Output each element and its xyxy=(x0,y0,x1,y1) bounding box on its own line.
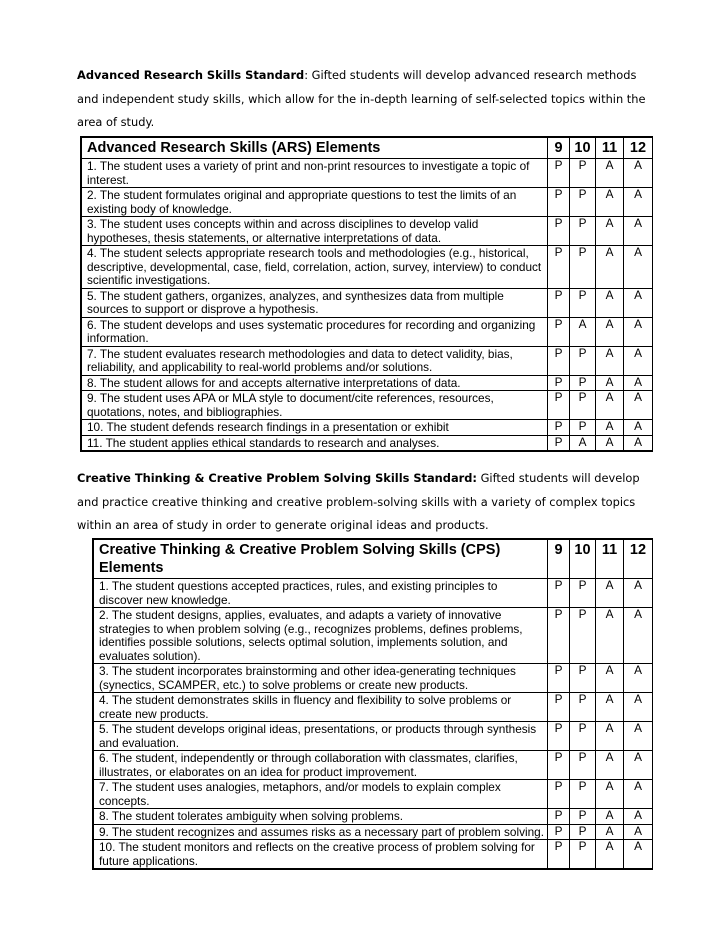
grade-10-level: P xyxy=(570,751,596,780)
grade-9-level: P xyxy=(548,159,570,188)
grade-12-level: A xyxy=(624,809,653,825)
grade-10-level: P xyxy=(570,346,596,375)
element-description: 8. The student allows for and accepts alternative interpretations of data. xyxy=(82,375,548,391)
table-header-row xyxy=(82,138,653,159)
grade-9-level: P xyxy=(548,608,570,664)
cps-elements-table xyxy=(92,538,653,870)
grade-11-level: A xyxy=(596,217,624,246)
element-description: 5. The student develops original ideas, presentations, or products through synthesis and evaluation. xyxy=(94,722,548,751)
table-row xyxy=(94,809,653,825)
grade-10-level: P xyxy=(570,217,596,246)
grade-10-header: 10 xyxy=(570,138,596,159)
grade-9-level: P xyxy=(548,375,570,391)
grade-10-level: P xyxy=(570,664,596,693)
grade-12-level: A xyxy=(624,579,653,608)
table-row xyxy=(82,375,653,391)
grade-12-level: A xyxy=(624,780,653,809)
grade-11-level: A xyxy=(596,288,624,317)
grade-12-level: A xyxy=(624,346,653,375)
grade-12-level: A xyxy=(624,420,653,436)
grade-11-level: A xyxy=(596,188,624,217)
grade-10-header: 10 xyxy=(570,540,596,579)
grade-10-level: P xyxy=(570,188,596,217)
grade-11-header: 11 xyxy=(596,540,624,579)
grade-9-level: P xyxy=(548,840,570,869)
table-row xyxy=(82,217,653,246)
table-row xyxy=(94,664,653,693)
element-description: 1. The student uses a variety of print and non-print resources to investigate a topic of interest. xyxy=(82,159,548,188)
element-description: 4. The student selects appropriate research tools and methodologies (e.g., historical, descriptive, developmental, case, field, correlation, action, survey, interview) to conduct scientific investigations. xyxy=(82,246,548,289)
grade-11-level: A xyxy=(596,608,624,664)
element-description: 7. The student uses analogies, metaphors, and/or models to explain complex concepts. xyxy=(94,780,548,809)
table-row xyxy=(82,346,653,375)
element-description: 10. The student monitors and reflects on the creative process of problem solving for future applications. xyxy=(94,840,548,869)
grade-12-level: A xyxy=(624,693,653,722)
grade-12-level: A xyxy=(624,722,653,751)
table-row xyxy=(94,751,653,780)
ars-standard-paragraph xyxy=(77,64,659,135)
grade-12-level: A xyxy=(624,435,653,451)
table-row xyxy=(94,722,653,751)
grade-11-level: A xyxy=(596,375,624,391)
grade-11-level: A xyxy=(596,809,624,825)
grade-10-level: P xyxy=(570,579,596,608)
grade-10-level: P xyxy=(570,375,596,391)
grade-10-level: A xyxy=(570,317,596,346)
grade-12-level: A xyxy=(624,664,653,693)
element-description: 8. The student tolerates ambiguity when solving problems. xyxy=(94,809,548,825)
grade-12-level: A xyxy=(624,608,653,664)
grade-12-level: A xyxy=(624,288,653,317)
grade-12-header: 12 xyxy=(624,138,653,159)
grade-11-level: A xyxy=(596,246,624,289)
table-row xyxy=(94,780,653,809)
grade-11-level: A xyxy=(596,664,624,693)
cps-table-title: Creative Thinking & Creative Problem Solving Skills (CPS) Elements xyxy=(94,540,548,579)
element-description: 2. The student designs, applies, evaluates, and adapts a variety of innovative strategies to when problem solving (e.g., recognizes problems, defines problems, identifies possible solutions, selects optimal solution, implements solution, and evaluates solution). xyxy=(94,608,548,664)
table-row xyxy=(94,579,653,608)
grade-10-level: P xyxy=(570,780,596,809)
table-row xyxy=(94,824,653,840)
grade-10-level: P xyxy=(570,246,596,289)
element-description: 9. The student uses APA or MLA style to document/cite references, resources, quotations, notes, and bibliographies. xyxy=(82,391,548,420)
grade-9-header: 9 xyxy=(548,540,570,579)
table-row xyxy=(94,608,653,664)
grade-11-level: A xyxy=(596,346,624,375)
element-description: 6. The student, independently or through collaboration with classmates, clarifies, illustrates, or elaborates on an idea for product improvement. xyxy=(94,751,548,780)
cps-standard-paragraph xyxy=(77,467,659,538)
grade-9-level: P xyxy=(548,391,570,420)
grade-11-level: A xyxy=(596,722,624,751)
grade-10-level: A xyxy=(570,435,596,451)
table-header-row xyxy=(94,540,653,579)
grade-12-level: A xyxy=(624,840,653,869)
element-description: 3. The student incorporates brainstorming and other idea-generating techniques (synectics, SCAMPER, etc.) to solve problems or create new products. xyxy=(94,664,548,693)
grade-11-level: A xyxy=(596,693,624,722)
element-description: 2. The student formulates original and appropriate questions to test the limits of an existing body of knowledge. xyxy=(82,188,548,217)
grade-12-level: A xyxy=(624,159,653,188)
grade-9-level: P xyxy=(548,420,570,436)
grade-12-level: A xyxy=(624,317,653,346)
grade-12-level: A xyxy=(624,375,653,391)
grade-12-level: A xyxy=(624,391,653,420)
table-row xyxy=(82,391,653,420)
grade-10-level: P xyxy=(570,840,596,869)
table-row xyxy=(82,435,653,451)
grade-12-level: A xyxy=(624,751,653,780)
grade-9-level: P xyxy=(548,346,570,375)
grade-9-level: P xyxy=(548,722,570,751)
grade-11-level: A xyxy=(596,579,624,608)
table-row xyxy=(82,288,653,317)
ars-standard-title: Advanced Research Skills Standard xyxy=(77,68,305,82)
grade-11-level: A xyxy=(596,420,624,436)
grade-9-level: P xyxy=(548,664,570,693)
grade-9-level: P xyxy=(548,693,570,722)
element-description: 11. The student applies ethical standards to research and analyses. xyxy=(82,435,548,451)
element-description: 3. The student uses concepts within and across disciplines to develop valid hypotheses, thesis statements, or alternative interpretations of data. xyxy=(82,217,548,246)
element-description: 10. The student defends research findings in a presentation or exhibit xyxy=(82,420,548,436)
grade-12-level: A xyxy=(624,217,653,246)
table-row xyxy=(82,317,653,346)
element-description: 9. The student recognizes and assumes risks as a necessary part of problem solving. xyxy=(94,824,548,840)
ars-standard-text: : Gifted students will develop advanced research methods and independent study skills, which allow for the in-depth learning of self-selected topics within the area of study. xyxy=(77,68,646,129)
grade-10-level: P xyxy=(570,608,596,664)
ars-table-title: Advanced Research Skills (ARS) Elements xyxy=(82,138,548,159)
grade-9-level: P xyxy=(548,435,570,451)
grade-10-level: P xyxy=(570,809,596,825)
grade-9-level: P xyxy=(548,217,570,246)
table-row xyxy=(94,693,653,722)
cps-standard-text: Gifted students will develop and practice creative thinking and creative problem-solving skills with a variety of complex topics within an area of study in order to generate original ideas and products. xyxy=(77,471,640,532)
grade-11-level: A xyxy=(596,824,624,840)
grade-11-level: A xyxy=(596,751,624,780)
cps-standard-title: Creative Thinking & Creative Problem Solving Skills Standard: xyxy=(77,471,477,485)
grade-12-level: A xyxy=(624,188,653,217)
element-description: 1. The student questions accepted practices, rules, and existing principles to discover new knowledge. xyxy=(94,579,548,608)
grade-11-header: 11 xyxy=(596,138,624,159)
grade-9-level: P xyxy=(548,288,570,317)
grade-12-header: 12 xyxy=(624,540,653,579)
grade-10-level: P xyxy=(570,288,596,317)
grade-9-level: P xyxy=(548,188,570,217)
grade-10-level: P xyxy=(570,420,596,436)
grade-10-level: P xyxy=(570,159,596,188)
grade-11-level: A xyxy=(596,435,624,451)
grade-9-level: P xyxy=(548,751,570,780)
grade-10-level: P xyxy=(570,722,596,751)
grade-11-level: A xyxy=(596,391,624,420)
grade-10-level: P xyxy=(570,824,596,840)
grade-12-level: A xyxy=(624,824,653,840)
grade-9-level: P xyxy=(548,809,570,825)
grade-9-level: P xyxy=(548,317,570,346)
grade-9-level: P xyxy=(548,246,570,289)
grade-10-level: P xyxy=(570,693,596,722)
ars-elements-table xyxy=(80,136,653,452)
grade-12-level: A xyxy=(624,246,653,289)
element-description: 4. The student demonstrates skills in fluency and flexibility to solve problems or create new products. xyxy=(94,693,548,722)
table-row xyxy=(82,246,653,289)
grade-11-level: A xyxy=(596,780,624,809)
table-row xyxy=(82,159,653,188)
table-row xyxy=(82,188,653,217)
grade-9-level: P xyxy=(548,824,570,840)
table-row xyxy=(94,840,653,869)
grade-11-level: A xyxy=(596,840,624,869)
grade-10-level: P xyxy=(570,391,596,420)
table-row xyxy=(82,420,653,436)
grade-11-level: A xyxy=(596,317,624,346)
grade-9-level: P xyxy=(548,780,570,809)
grade-9-level: P xyxy=(548,579,570,608)
element-description: 7. The student evaluates research methodologies and data to detect validity, bias, reliability, and applicability to real-world problems and/or solutions. xyxy=(82,346,548,375)
grade-9-header: 9 xyxy=(548,138,570,159)
element-description: 5. The student gathers, organizes, analyzes, and synthesizes data from multiple sources to support or disprove a hypothesis. xyxy=(82,288,548,317)
element-description: 6. The student develops and uses systematic procedures for recording and organizing information. xyxy=(82,317,548,346)
grade-11-level: A xyxy=(596,159,624,188)
